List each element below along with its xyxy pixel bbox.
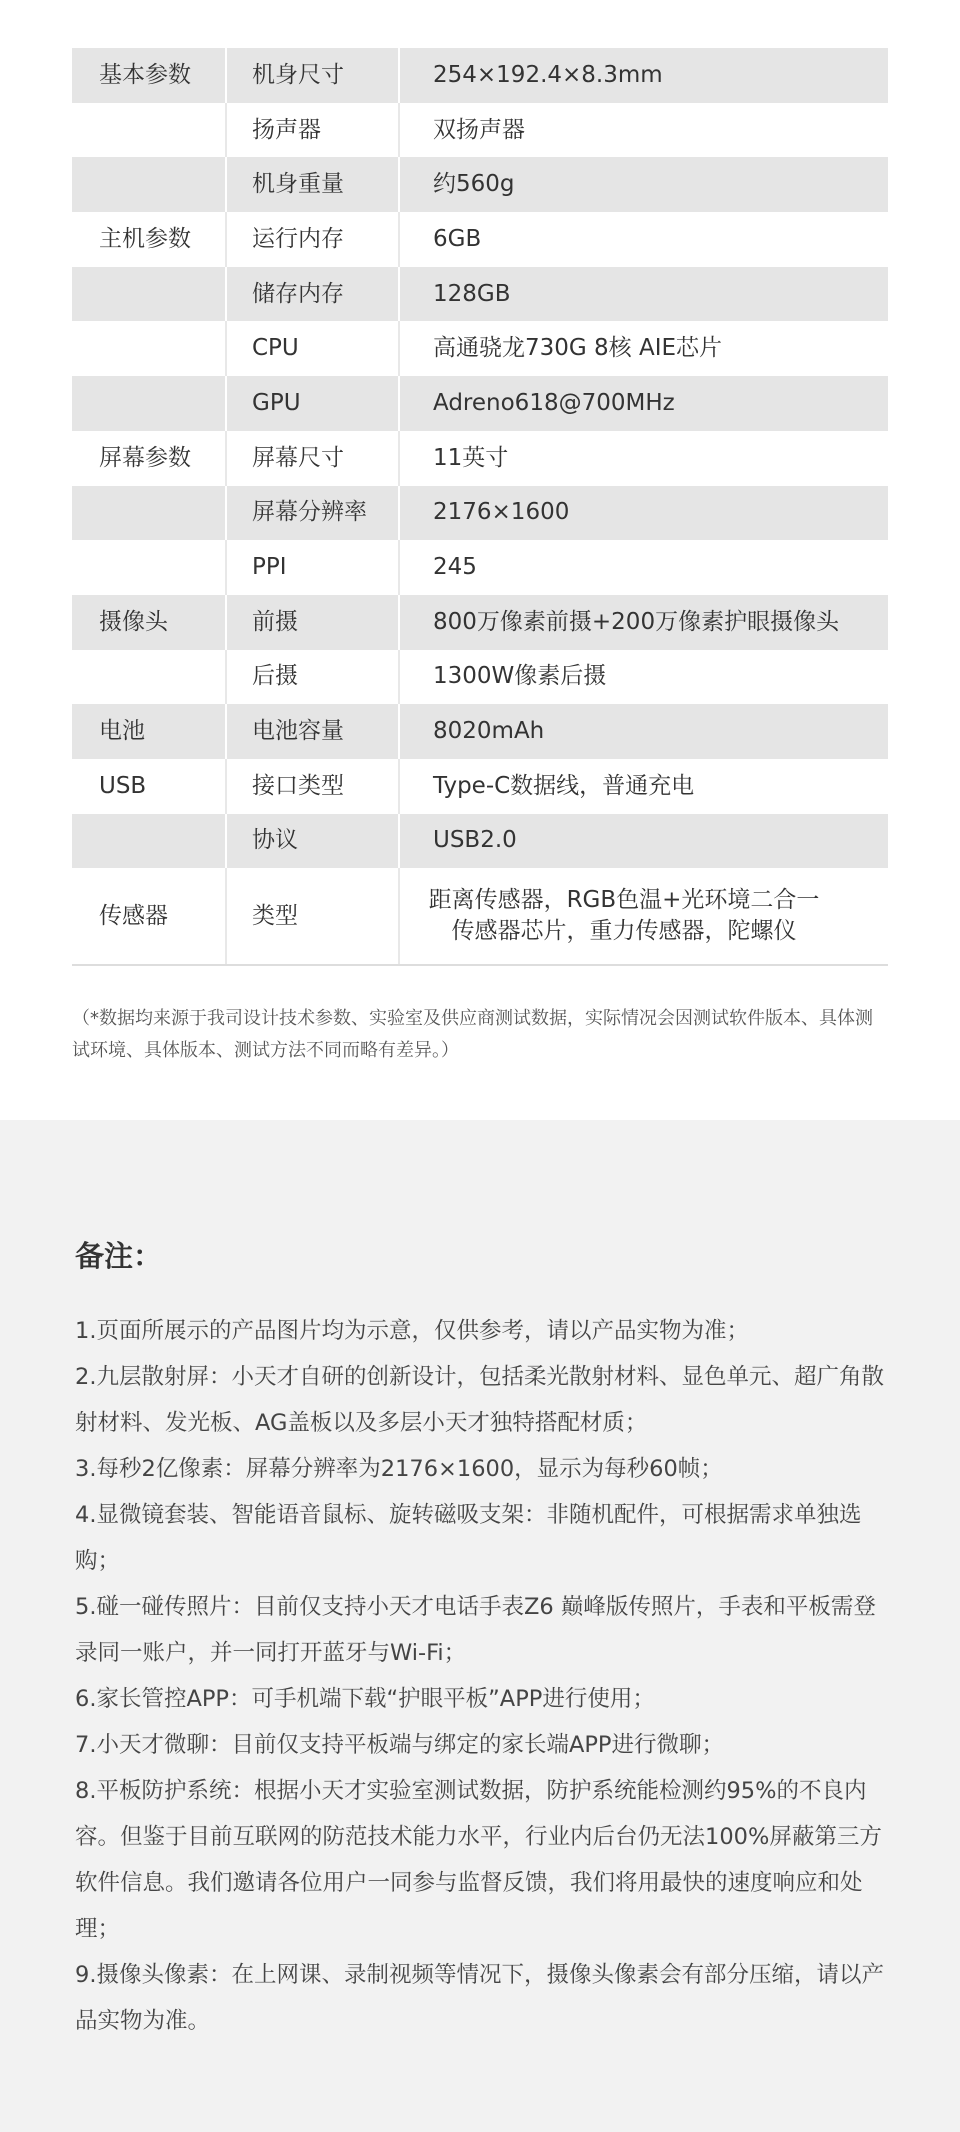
- param-name-cell: 前摄: [225, 595, 398, 650]
- table-row: [72, 48, 888, 103]
- table-row: [72, 267, 888, 322]
- param-value-cell: 8020mAh: [398, 704, 888, 759]
- note-item: 4.显微镜套装、智能语音鼠标、旋转磁吸支架：非随机配件，可根据需求单独选购；: [75, 1502, 862, 1574]
- param-value-cell: 6GB: [398, 212, 888, 267]
- table-row: [72, 868, 888, 964]
- table-row: [72, 540, 888, 595]
- spec-table: [72, 48, 888, 966]
- param-name-cell: 类型: [225, 868, 398, 964]
- param-value-cell: 128GB: [398, 267, 888, 322]
- param-value-cell: 1300W像素后摄: [398, 650, 888, 705]
- param-value-cell: 双扬声器: [398, 103, 888, 158]
- param-value-cell: USB2.0: [398, 814, 888, 869]
- param-name-cell: 机身重量: [225, 157, 398, 212]
- category-cell: [72, 540, 225, 595]
- param-value-cell: 距离传感器，RGB色温+光环境二合一 传感器芯片，重力传感器，陀螺仪: [398, 868, 888, 964]
- category-cell: 摄像头: [99, 608, 168, 635]
- note-item: 6.家长管控APP：可手机端下载“护眼平板”APP进行使用；: [75, 1686, 655, 1712]
- table-row: [72, 103, 888, 158]
- param-name-cell: 屏幕分辨率: [225, 486, 398, 541]
- note-item: 7.小天才微聊：目前仅支持平板端与绑定的家长端APP进行微聊；: [75, 1732, 724, 1758]
- category-cell: 屏幕参数: [99, 444, 191, 471]
- category-cell: [72, 486, 225, 541]
- table-row: [72, 486, 888, 541]
- category-cell: [72, 321, 225, 376]
- param-value-cell: 245: [398, 540, 888, 595]
- table-row: [72, 759, 888, 814]
- category-cell: [72, 650, 225, 705]
- param-value-cell: 高通骁龙730G 8核 AIE芯片: [398, 321, 888, 376]
- notes-section: [0, 1120, 960, 2132]
- param-name-cell: 电池容量: [225, 704, 398, 759]
- note-item: 9.摄像头像素：在上网课、录制视频等情况下，摄像头像素会有部分压缩，请以产品实物为准。: [75, 1962, 884, 2034]
- table-bottom-divider: [72, 964, 888, 966]
- param-value-cell: Adreno618@700MHz: [398, 376, 888, 431]
- category-cell: [72, 814, 225, 869]
- param-value-cell: 约560g: [398, 157, 888, 212]
- param-value-cell: 254×192.4×8.3mm: [398, 48, 888, 103]
- category-cell: [72, 103, 225, 158]
- param-value-cell: Type-C数据线，普通充电: [398, 759, 888, 814]
- param-name-cell: 协议: [225, 814, 398, 869]
- param-name-cell: 储存内存: [225, 267, 398, 322]
- param-value-cell: 11英寸: [398, 431, 888, 486]
- table-row: [72, 814, 888, 869]
- param-value-cell: 800万像素前摄+200万像素护眼摄像头: [398, 595, 888, 650]
- category-cell: [72, 157, 225, 212]
- param-name-cell: 机身尺寸: [225, 48, 398, 103]
- table-row: [72, 376, 888, 431]
- param-name-cell: 屏幕尺寸: [225, 431, 398, 486]
- category-cell: 电池: [99, 718, 145, 745]
- param-name-cell: 扬声器: [225, 103, 398, 158]
- table-row: [72, 157, 888, 212]
- category-cell: 主机参数: [99, 225, 191, 252]
- table-row: [72, 212, 888, 267]
- param-name-cell: 后摄: [225, 650, 398, 705]
- category-cell: [72, 267, 225, 322]
- param-value-cell: 2176×1600: [398, 486, 888, 541]
- param-name-cell: 运行内存: [225, 212, 398, 267]
- param-name-cell: GPU: [225, 376, 398, 431]
- notes-title: 备注：: [75, 1239, 163, 1273]
- spec-footnote: （*数据均来源于我司设计技术参数、实验室及供应商测试数据，实际情况会因测试软件版本、具体测试环境、具体版本、测试方法不同而略有差异。）: [72, 1008, 873, 1061]
- category-cell: USB: [99, 772, 147, 799]
- table-row: [72, 431, 888, 486]
- param-name-cell: CPU: [225, 321, 398, 376]
- param-name-cell: PPI: [225, 540, 398, 595]
- note-item: 2.九层散射屏：小天才自研的创新设计，包括柔光散射材料、显色单元、超广角散射材料、发光板、AG盖板以及多层小天才独特搭配材质；: [75, 1364, 884, 1436]
- category-cell: 传感器: [99, 902, 168, 929]
- table-row: [72, 321, 888, 376]
- table-row: [72, 650, 888, 705]
- category-cell: 基本参数: [99, 61, 191, 88]
- note-item: 5.碰一碰传照片：目前仅支持小天才电话手表Z6 巅峰版传照片，手表和平板需登录同一账户，并一同打开蓝牙与Wi-Fi；: [75, 1594, 876, 1666]
- category-cell: [72, 376, 225, 431]
- param-name-cell: 接口类型: [225, 759, 398, 814]
- note-item: 1.页面所展示的产品图片均为示意，仅供参考，请以产品实物为准；: [75, 1318, 749, 1344]
- table-row: [72, 595, 888, 650]
- table-row: [72, 704, 888, 759]
- note-item: 8.平板防护系统：根据小天才实验室测试数据，防护系统能检测约95%的不良内容。但鉴于目前互联网的防范技术能力水平，行业内后台仍无法100%屏蔽第三方软件信息。我们邀请各位用户一同参与监督反馈，我们将用最快的速度响应和处理；: [75, 1778, 882, 1942]
- note-item: 3.每秒2亿像素：屏幕分辨率为2176×1600，显示为每秒60帧；: [75, 1456, 723, 1482]
- notes-list: [75, 1308, 897, 2044]
